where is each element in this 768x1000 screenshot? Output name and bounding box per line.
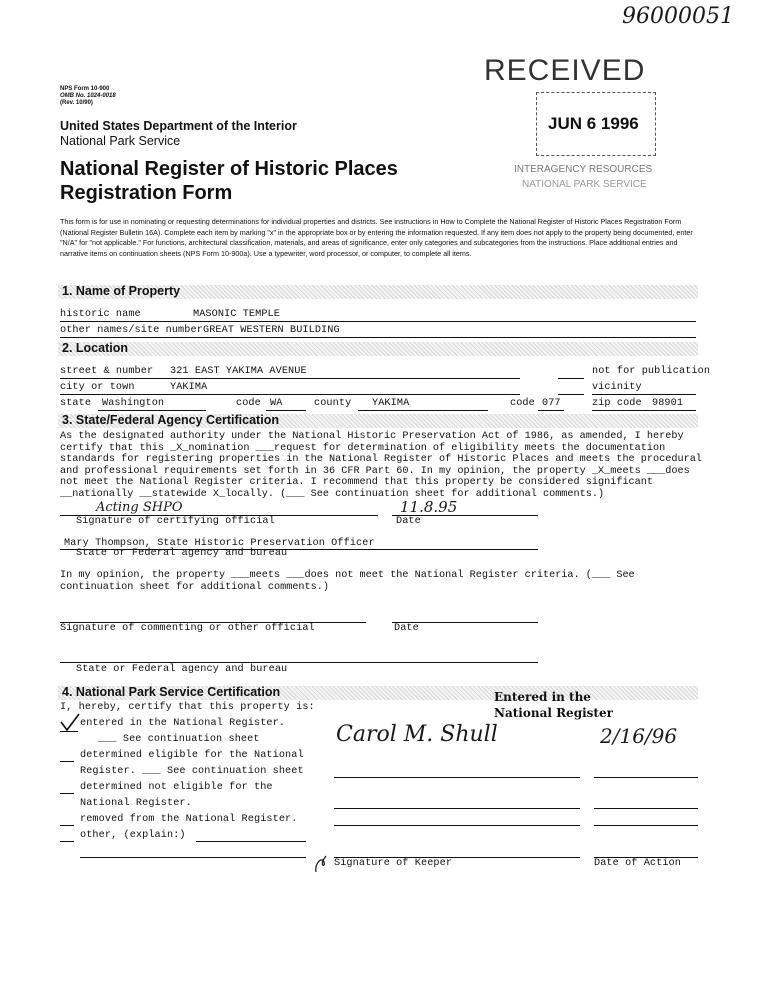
status-not-eligible-line2: National Register.	[80, 798, 192, 809]
vicinity-rule	[592, 394, 696, 395]
county-label: county	[314, 398, 352, 409]
historic-name-rule	[60, 321, 696, 322]
street-rule	[60, 378, 520, 379]
initials-mark-icon	[312, 852, 330, 874]
official-name[interactable]: Mary Thompson, State Historic Preservation Officer	[64, 538, 375, 549]
historic-name-value[interactable]: MASONIC TEMPLE	[193, 309, 280, 320]
stamp-agency-line2: NATIONAL PARK SERVICE	[522, 179, 647, 190]
county-code-label: code	[510, 398, 535, 409]
check-rule-2	[60, 761, 74, 762]
stamp-date: JUN 6 1996	[548, 114, 639, 133]
status-entered[interactable]: entered in the National Register.	[80, 718, 286, 729]
county-value[interactable]: YAKIMA	[372, 398, 410, 409]
status-removed[interactable]: removed from the National Register.	[80, 814, 298, 825]
vicinity-label[interactable]: vicinity	[592, 382, 642, 393]
status-other[interactable]: other, (explain:)	[80, 830, 186, 841]
action-date-handwritten: 2/16/96	[600, 724, 678, 748]
county-code-value[interactable]: 077	[542, 398, 561, 409]
keeper-signature: Carol M. Shull	[336, 722, 498, 747]
action-rule-1	[594, 777, 698, 778]
state-code-rule	[266, 410, 306, 411]
received-stamp-text: RECEIVED	[484, 54, 646, 87]
certifying-signature-label: Signature of certifying official	[76, 516, 275, 527]
not-for-publication-label[interactable]: not for publication	[592, 366, 711, 377]
keeper-rule-3	[334, 825, 580, 826]
city-rule	[60, 394, 520, 395]
section4-heading: 4. National Park Service Certification	[62, 685, 281, 699]
commenting-date-label: Date	[394, 623, 419, 634]
commenting-signature-label: Signature of commenting or other official	[60, 623, 315, 634]
check-rule-4	[60, 825, 74, 826]
department-name: United States Department of the Interior	[60, 119, 297, 133]
section4-bar	[58, 686, 698, 700]
zip-label: zip code	[592, 398, 642, 409]
county-rule	[358, 410, 488, 411]
state-value[interactable]: Washington	[102, 398, 165, 409]
stamp-agency-line1: INTERAGENCY RESOURCES	[514, 164, 653, 175]
service-name: National Park Service	[60, 134, 181, 148]
certifying-date-label: Date	[396, 516, 421, 527]
action-date-label: Date of Action	[594, 858, 681, 869]
entered-stamp-line2: National Register	[494, 706, 613, 720]
status-eligible-continuation[interactable]: Register. ___ See continuation sheet	[80, 766, 304, 777]
keeper-certify-text: I, hereby, certify that this property is:	[60, 702, 315, 713]
check-rule-5	[60, 841, 74, 842]
certifying-signature: Acting SHPO	[96, 500, 183, 515]
action-rule-3	[594, 825, 698, 826]
other-names-value[interactable]: GREAT WESTERN BUILDING	[203, 325, 340, 336]
section3-heading: 3. State/Federal Agency Certification	[62, 413, 279, 427]
section1-heading: 1. Name of Property	[62, 284, 181, 298]
section3-bar	[58, 414, 698, 428]
street-value[interactable]: 321 EAST YAKIMA AVENUE	[170, 366, 307, 377]
check-rule-1	[60, 731, 78, 732]
form-revision: (Rev. 10/90)	[60, 100, 93, 106]
state-label: state	[60, 398, 92, 409]
keeper-rule-2	[334, 808, 580, 809]
other-explain-rule2	[80, 857, 306, 858]
other-names-label: other names/site number	[60, 325, 203, 336]
received-stamp	[478, 36, 698, 206]
state-code-value[interactable]: WA	[270, 398, 283, 409]
section1-bar	[58, 285, 698, 299]
other-names-rule	[60, 337, 696, 338]
zip-rule	[592, 410, 696, 411]
historic-name-label: historic name	[60, 309, 141, 320]
certification-text: As the designated authority under the National Historic Preservation Act of 1986, as amended, I hereby certify that this _X_nomination ___request for determination of eligibility meets the documentation standards for registering properties in the National Register of Historic Places and meets the procedural and professional requirements set forth in 36 CFR Part 60. In my opinion, the property _X_meets ___does not meet the National Register criteria. I recommend that this property be considered significant __nationally __statewide X_locally. (___ See continuation sheet for additional comments.)	[60, 431, 702, 500]
status-determined-eligible[interactable]: determined eligible for the National	[80, 750, 304, 761]
other-explain-rule	[196, 841, 306, 842]
keeper-signature-label: Signature of Keeper	[334, 858, 453, 869]
form-number: NPS Form 10-900	[60, 86, 110, 92]
section2-heading: 2. Location	[62, 341, 128, 355]
omb-number: OMB No. 1024-0018	[60, 93, 116, 99]
form-title-line2: Registration Form	[60, 182, 233, 204]
certifying-date-handwritten: 11.8.95	[400, 498, 458, 516]
city-value[interactable]: YAKIMA	[170, 382, 208, 393]
status-not-eligible[interactable]: determined not eligible for the	[80, 782, 273, 793]
zip-value[interactable]: 98901	[652, 398, 684, 409]
agency-label: State or Federal agency and bureau	[76, 548, 288, 559]
vicinity-check-rule	[558, 394, 584, 395]
agency2-rule	[60, 662, 538, 663]
section2-bar	[58, 342, 698, 356]
form-title-line1: National Register of Historic Places	[60, 158, 398, 180]
agency-label2: State or Federal agency and bureau	[76, 664, 288, 675]
keeper-rule-1	[334, 777, 580, 778]
handwritten-reference-number: 96000051	[622, 4, 734, 29]
state-code-label: code	[236, 398, 261, 409]
check-rule-3	[60, 793, 74, 794]
status-entered-continuation[interactable]: ___ See continuation sheet	[98, 734, 260, 745]
form-instructions: This form is for use in nominating or requesting determinations for individual properties and districts. See instructions in How to Complete the National Register of Historic Places Registration Form (National Register Bulletin 16A). Complete each item by marking "x" in the appropriate box or by entering the information requested. If any item does not apply to the property being documented, enter "N/A" for "not applicable." For functions, architectural classification, materials, and areas of significance, enter only categories and subcategories from the instructions. Place additional entries and narrative items on continuation sheets (NPS Form 10-900a). Use a typewriter, word processor, or computer, to complete all items.	[60, 217, 693, 258]
entered-stamp-line1: Entered in the	[494, 690, 591, 704]
opinion-text: In my opinion, the property ___meets ___does not meet the National Register criteria. (___ See continuation sheet for additional comments.)	[60, 570, 635, 593]
county-code-rule	[538, 410, 564, 411]
action-rule-2	[594, 808, 698, 809]
city-label: city or town	[60, 382, 135, 393]
street-label: street & number	[60, 366, 154, 377]
state-rule	[98, 410, 206, 411]
nfp-check-rule	[558, 378, 584, 379]
